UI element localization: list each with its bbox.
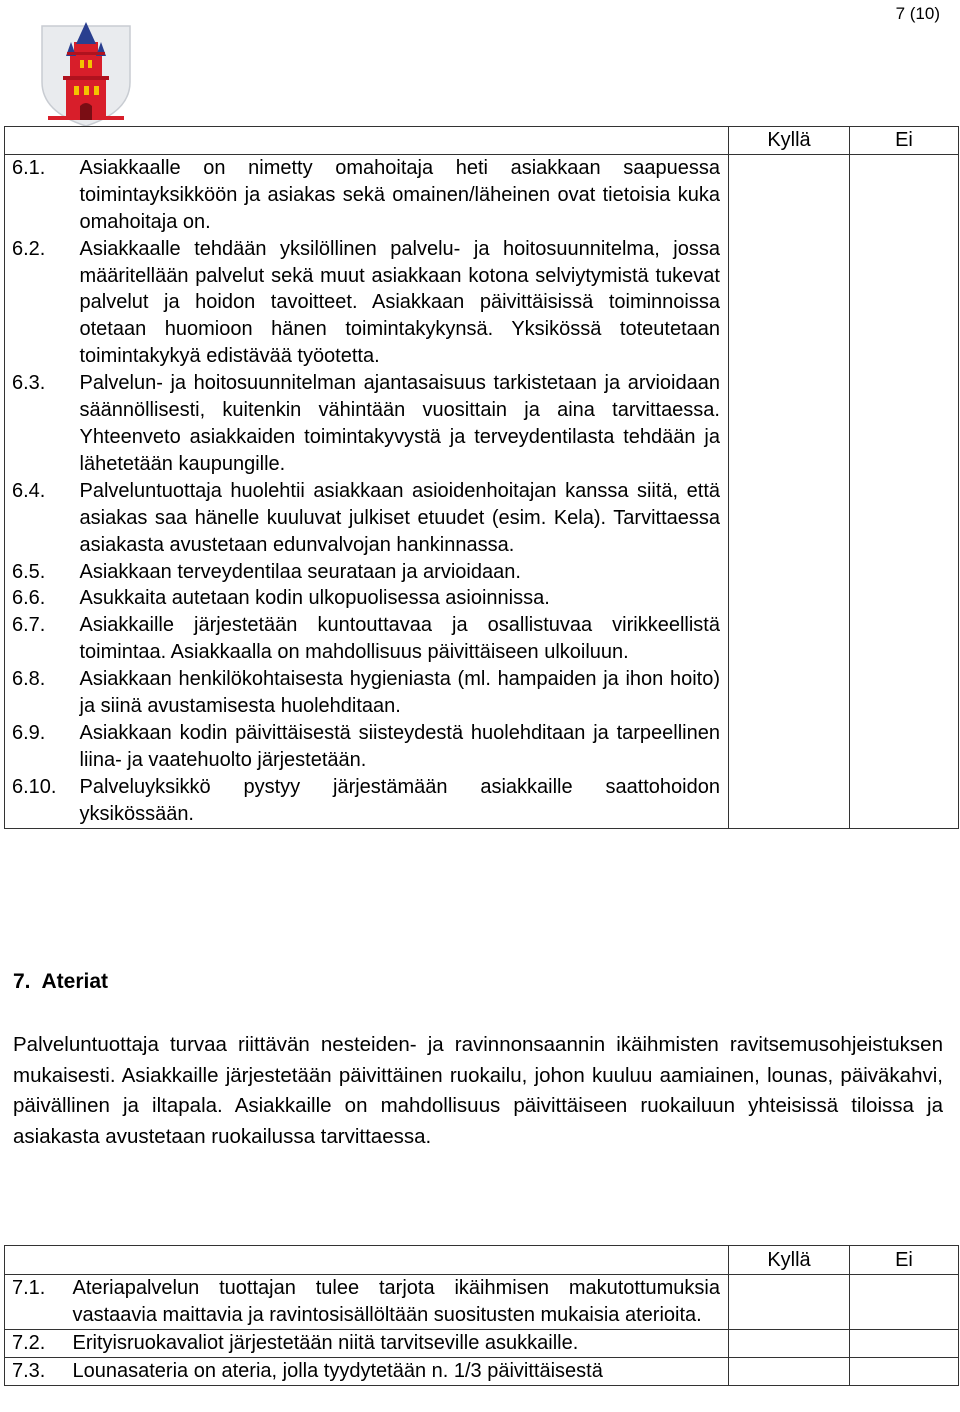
item-number: 7.1.: [5, 1275, 68, 1330]
item-text: Erityisruokavaliot järjestetään niitä tarvitseville asukkaille.: [68, 1329, 729, 1357]
coat-of-arms-logo: [38, 20, 134, 128]
section-paragraph: Palveluntuottaja turvaa riittävän nesteiden- ja ravinnonsaannin ikäihmisten ravitsemusohjeistuksen mukaisesti. Asiakkaille järjestetään päivittäinen ruokailu, johon kuuluu aamiainen, lounas, päiväkahvi, päivällinen ja iltapala. Asiakkaille on mahdollisuus päivittäiseen ruokailuun yhteisissä tiloissa ja asiakasta avustetaan ruokailussa tarvittaessa.: [13, 1033, 943, 1149]
item-number: 6.9.: [5, 720, 75, 774]
header-yes: Kyllä: [729, 1246, 850, 1275]
coat-of-arms-tower-icon: [38, 20, 134, 128]
item-text: Asiakkaalle tehdään yksilöllinen palvelu- ja hoitosuunnitelma, jossa määritellään palvelut sekä muut asiakkaan kotona selviytymistä tukevat palvelut ja hoidon tavoitteet. Asiakkaan päivittäisissä toiminnoissa otetaan huomioon hänen toimintakykynsä. Yksikössä toteutetaan toimintakykyä edistävää työotetta.: [75, 236, 729, 371]
item-number: 6.3.: [5, 370, 75, 478]
item-text: Asukkaita autetaan kodin ulkopuolisessa asioinnissa.: [75, 585, 729, 612]
item-text: Asiakkaan henkilökohtaisesta hygieniasta (ml. hampaiden ja ihon hoito) ja siinä avustamisesta huolehditaan.: [75, 666, 729, 720]
yes-checkbox-cell[interactable]: [729, 154, 850, 828]
item-number: 6.8.: [5, 666, 75, 720]
page-number: 7 (10): [895, 4, 940, 23]
item-text: Asiakkaille järjestetään kuntouttavaa ja osallistuvaa virikkeellistä toimintaa. Asiakkaalla on mahdollisuus päivittäiseen ulkoiluun.: [75, 612, 729, 666]
item-number: 6.4.: [5, 478, 75, 559]
no-checkbox-cell[interactable]: [850, 1275, 959, 1330]
item-text: Ateriapalvelun tuottajan tulee tarjota ikäihmisen makutottumuksia vastaavia maittavia ja ravintosisällöltään suositusten mukaisia aterioita.: [68, 1275, 729, 1330]
no-checkbox-cell[interactable]: [850, 1329, 959, 1357]
no-checkbox-cell[interactable]: [850, 1357, 959, 1385]
no-checkbox-cell[interactable]: [850, 154, 959, 828]
item-text: Palveluntuottaja huolehtii asiakkaan asioidenhoitajan kanssa siitä, että asiakas saa hänelle kuuluvat julkiset etuudet (esim. Kela). Tarvittaessa asiakasta avustetaan edunvalvojan hankinnassa.: [75, 478, 729, 559]
item-number: 7.3.: [5, 1357, 68, 1385]
table-row: [5, 154, 959, 235]
yes-checkbox-cell[interactable]: [729, 1357, 850, 1385]
header-no: Ei: [850, 127, 959, 155]
table-header-row: [5, 127, 959, 155]
item-number: 6.5.: [5, 559, 75, 586]
item-number: 6.10.: [5, 774, 75, 828]
table-row: [5, 1357, 959, 1385]
item-number: 6.1.: [5, 154, 75, 235]
section-title: Ateriat: [41, 970, 109, 993]
item-text: Palvelun- ja hoitosuunnitelman ajantasaisuus tarkistetaan ja arvioidaan säännöllisesti, kuitenkin vähintään vuosittain ja aina tarvittaessa. Yhteenveto asiakkaiden toimintakyvystä ja terveydentilasta tehdään ja lähetetään kaupungille.: [75, 370, 729, 478]
checklist-table-7: [4, 1245, 959, 1386]
section-heading: [13, 970, 108, 994]
item-text: Asiakkaan terveydentilaa seurataan ja arvioidaan.: [75, 559, 729, 586]
item-number: 6.6.: [5, 585, 75, 612]
section-number: 7.: [13, 970, 31, 993]
item-number: 6.7.: [5, 612, 75, 666]
item-text: Asiakkaan kodin päivittäisestä siisteydestä huolehditaan ja tarpeellinen liina- ja vaatehuolto järjestetään.: [75, 720, 729, 774]
item-text: Lounasateria on ateria, jolla tyydytetään n. 1/3 päivittäisestä: [68, 1357, 729, 1385]
table-header-row: [5, 1246, 959, 1275]
table-row: [5, 1275, 959, 1330]
yes-checkbox-cell[interactable]: [729, 1275, 850, 1330]
table-row: [5, 1329, 959, 1357]
item-number: 7.2.: [5, 1329, 68, 1357]
header-yes: Kyllä: [729, 127, 850, 155]
checklist-table-6: [4, 126, 959, 829]
yes-checkbox-cell[interactable]: [729, 1329, 850, 1357]
header-no: Ei: [850, 1246, 959, 1275]
item-text: Asiakkaalle on nimetty omahoitaja heti asiakkaan saapuessa toimintayksikköön ja asiakas sekä omainen/läheinen ovat tietoisia kuka omahoitaja on.: [75, 154, 729, 235]
item-number: 6.2.: [5, 236, 75, 371]
item-text: Palveluyksikkö pystyy järjestämään asiakkaille saattohoidon yksikössään.: [75, 774, 729, 828]
